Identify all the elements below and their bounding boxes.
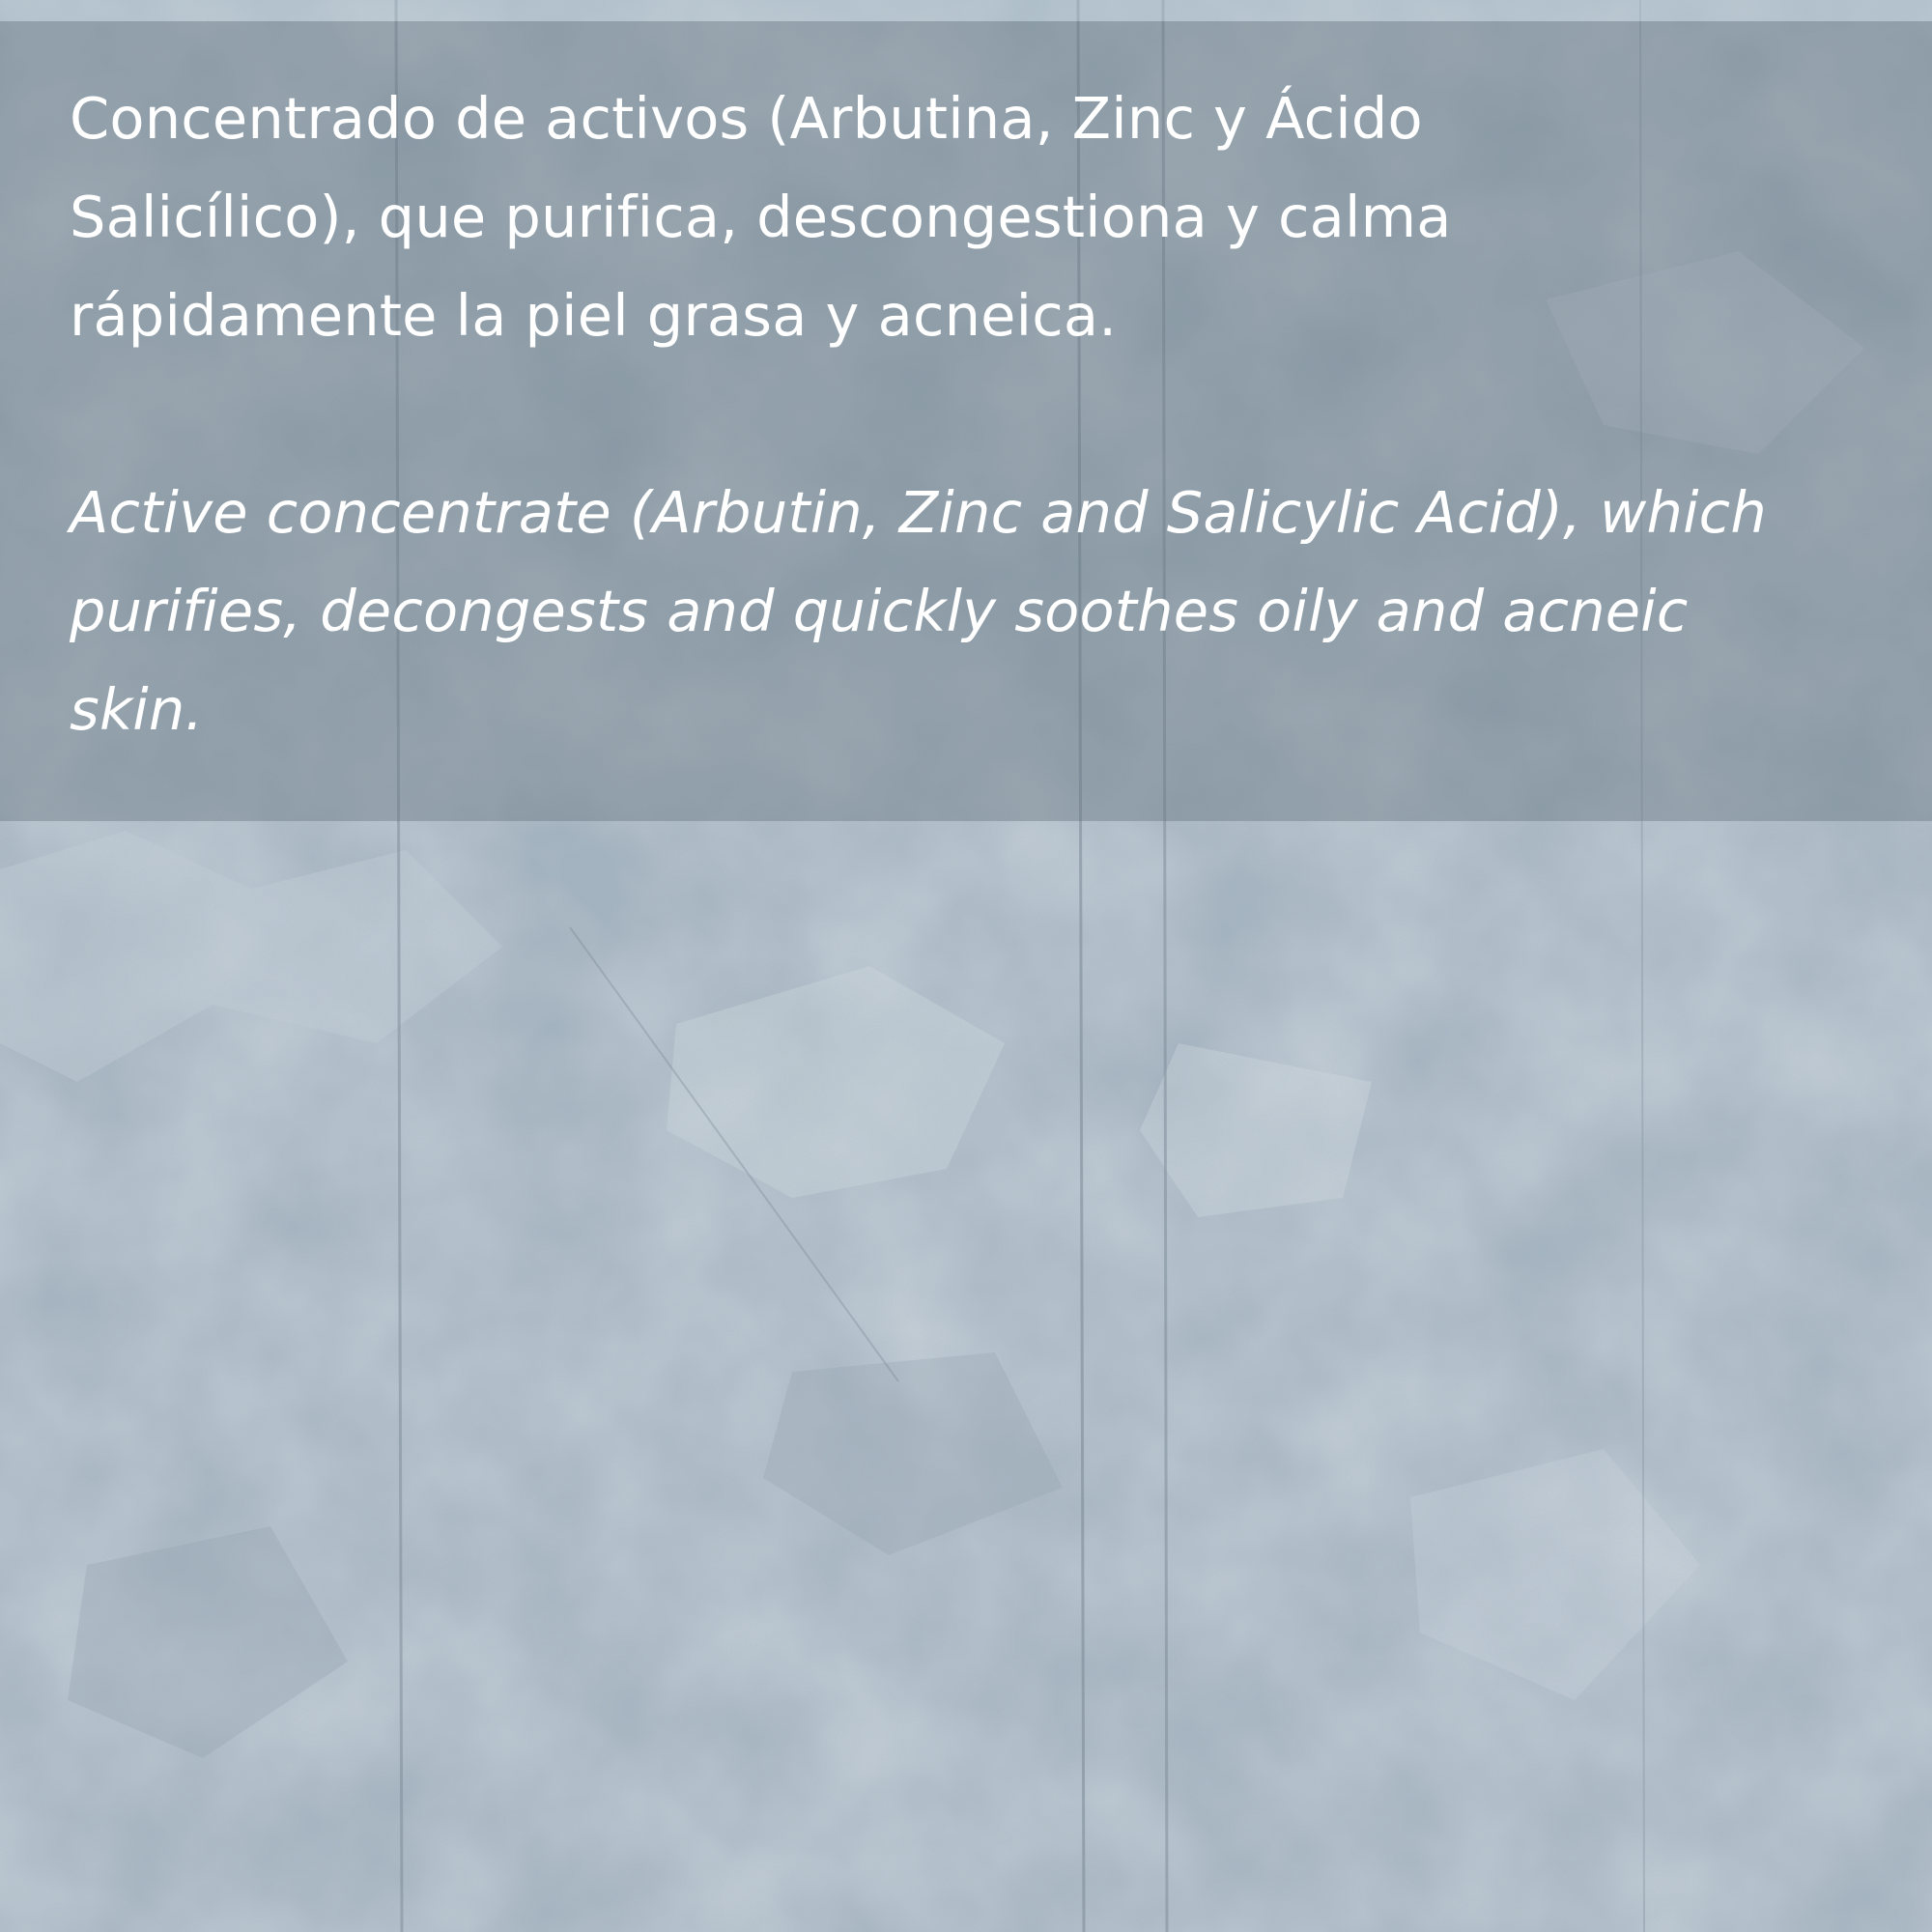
- description-copy: [70, 70, 1847, 759]
- spanish-description: Concentrado de activos (Arbutina, Zinc y Ácido Salicílico), que purifica, descongestiona y calma rápidamente la piel grasa y acneica.: [70, 85, 1452, 349]
- english-description: Active concentrate (Arbutin, Zinc and Salicylic Acid), which purifies, decongests and quickly soothes oily and acneic skin.: [70, 479, 1767, 743]
- top-light-strip: [0, 0, 1932, 21]
